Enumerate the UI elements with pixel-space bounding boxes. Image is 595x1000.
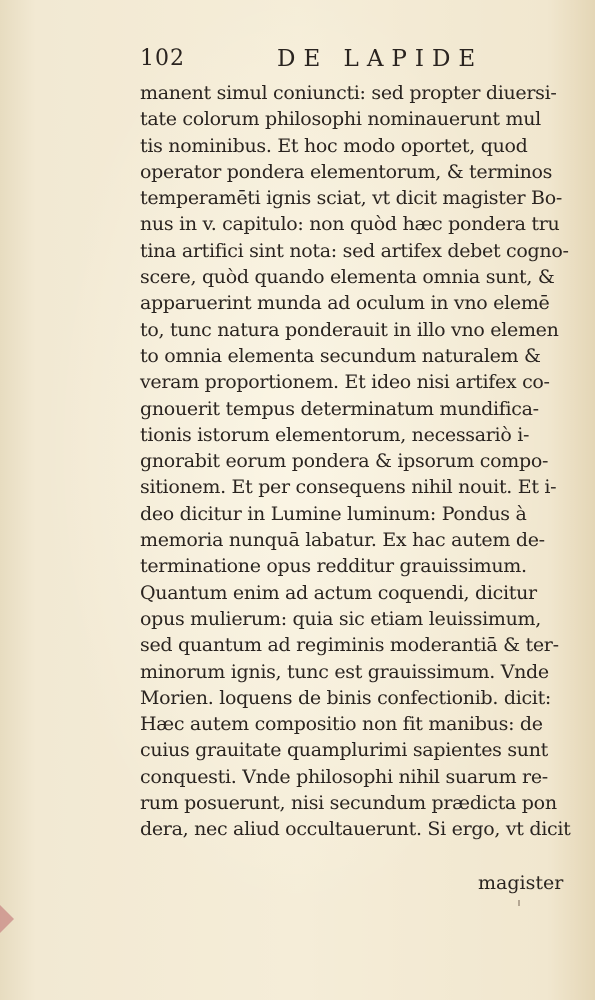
text-line: tis nominibus. Et hoc modo oportet, quod: [140, 134, 528, 157]
text-line: conquesti. Vnde philosophi nihil suarum re-: [140, 765, 548, 788]
ink-fleck: [518, 900, 520, 906]
text-line: opus mulierum: quia sic etiam leuissimum,: [140, 607, 541, 630]
text-line: operator pondera elementorum, & terminos: [140, 160, 553, 183]
text-line: sitionem. Et per consequens nihil nouit. Et i-: [140, 476, 557, 499]
text-line: to omnia elementa secundum naturalem &: [140, 344, 541, 367]
text-line: tionis istorum elementorum, necessariò i-: [140, 423, 530, 446]
text-line: tina artifici sint nota: sed artifex debet cogno-: [140, 239, 569, 262]
text-line: veram proportionem. Et ideo nisi artifex co-: [140, 371, 550, 394]
text-line: Hæc autem compositio non fit manibus: de: [140, 713, 543, 736]
text-line: terminatione opus redditur grauissimum.: [140, 555, 527, 578]
text-line: deo dicitur in Lumine luminum: Pondus à: [140, 502, 527, 525]
text-line: minorum ignis, tunc est grauissimum. Vnde: [140, 660, 549, 683]
catchword: magister: [478, 872, 564, 894]
text-line: nus in v. capitulo: non quòd hæc pondera tru: [140, 213, 560, 236]
text-line: cuius grauitate quamplurimi sapientes sunt: [140, 739, 548, 762]
text-line: apparuerint munda ad oculum in vno elemē: [140, 292, 550, 315]
text-line: memoria nunquā labatur. Ex hac autem de-: [140, 529, 545, 552]
text-line: scere, quòd quando elementa omnia sunt, &: [140, 266, 555, 289]
text-line: manent simul coniuncti: sed propter diuersi-: [140, 82, 557, 104]
text-line: to, tunc natura ponderauit in illo vno elemen: [140, 318, 559, 341]
text-line: Quantum enim ad actum coquendi, dicitur: [140, 581, 537, 604]
running-head: DE LAPIDE: [277, 46, 484, 72]
page-header: [140, 46, 484, 78]
text-line: dera, nec aliud occultauerunt. Si ergo, vt dicit: [140, 818, 571, 841]
folio-number: 102: [140, 46, 185, 71]
text-line: rum posuerunt, nisi secundum prædicta pon: [140, 792, 557, 815]
text-line: temperamēti ignis sciat, vt dicit magister Bo-: [140, 187, 562, 210]
text-line: gnouerit tempus determinatum mundifica-: [140, 397, 539, 420]
body-text: [140, 80, 571, 843]
text-line: gnorabit eorum pondera & ipsorum compo-: [140, 450, 549, 473]
text-line: sed quantum ad regiminis moderantiā & ter-: [140, 634, 559, 657]
text-line: tate colorum philosophi nominauerunt mul: [140, 108, 541, 131]
text-line: Morien. loquens de binis confectionib. dicit:: [140, 686, 552, 709]
edge-stain: [0, 905, 14, 933]
